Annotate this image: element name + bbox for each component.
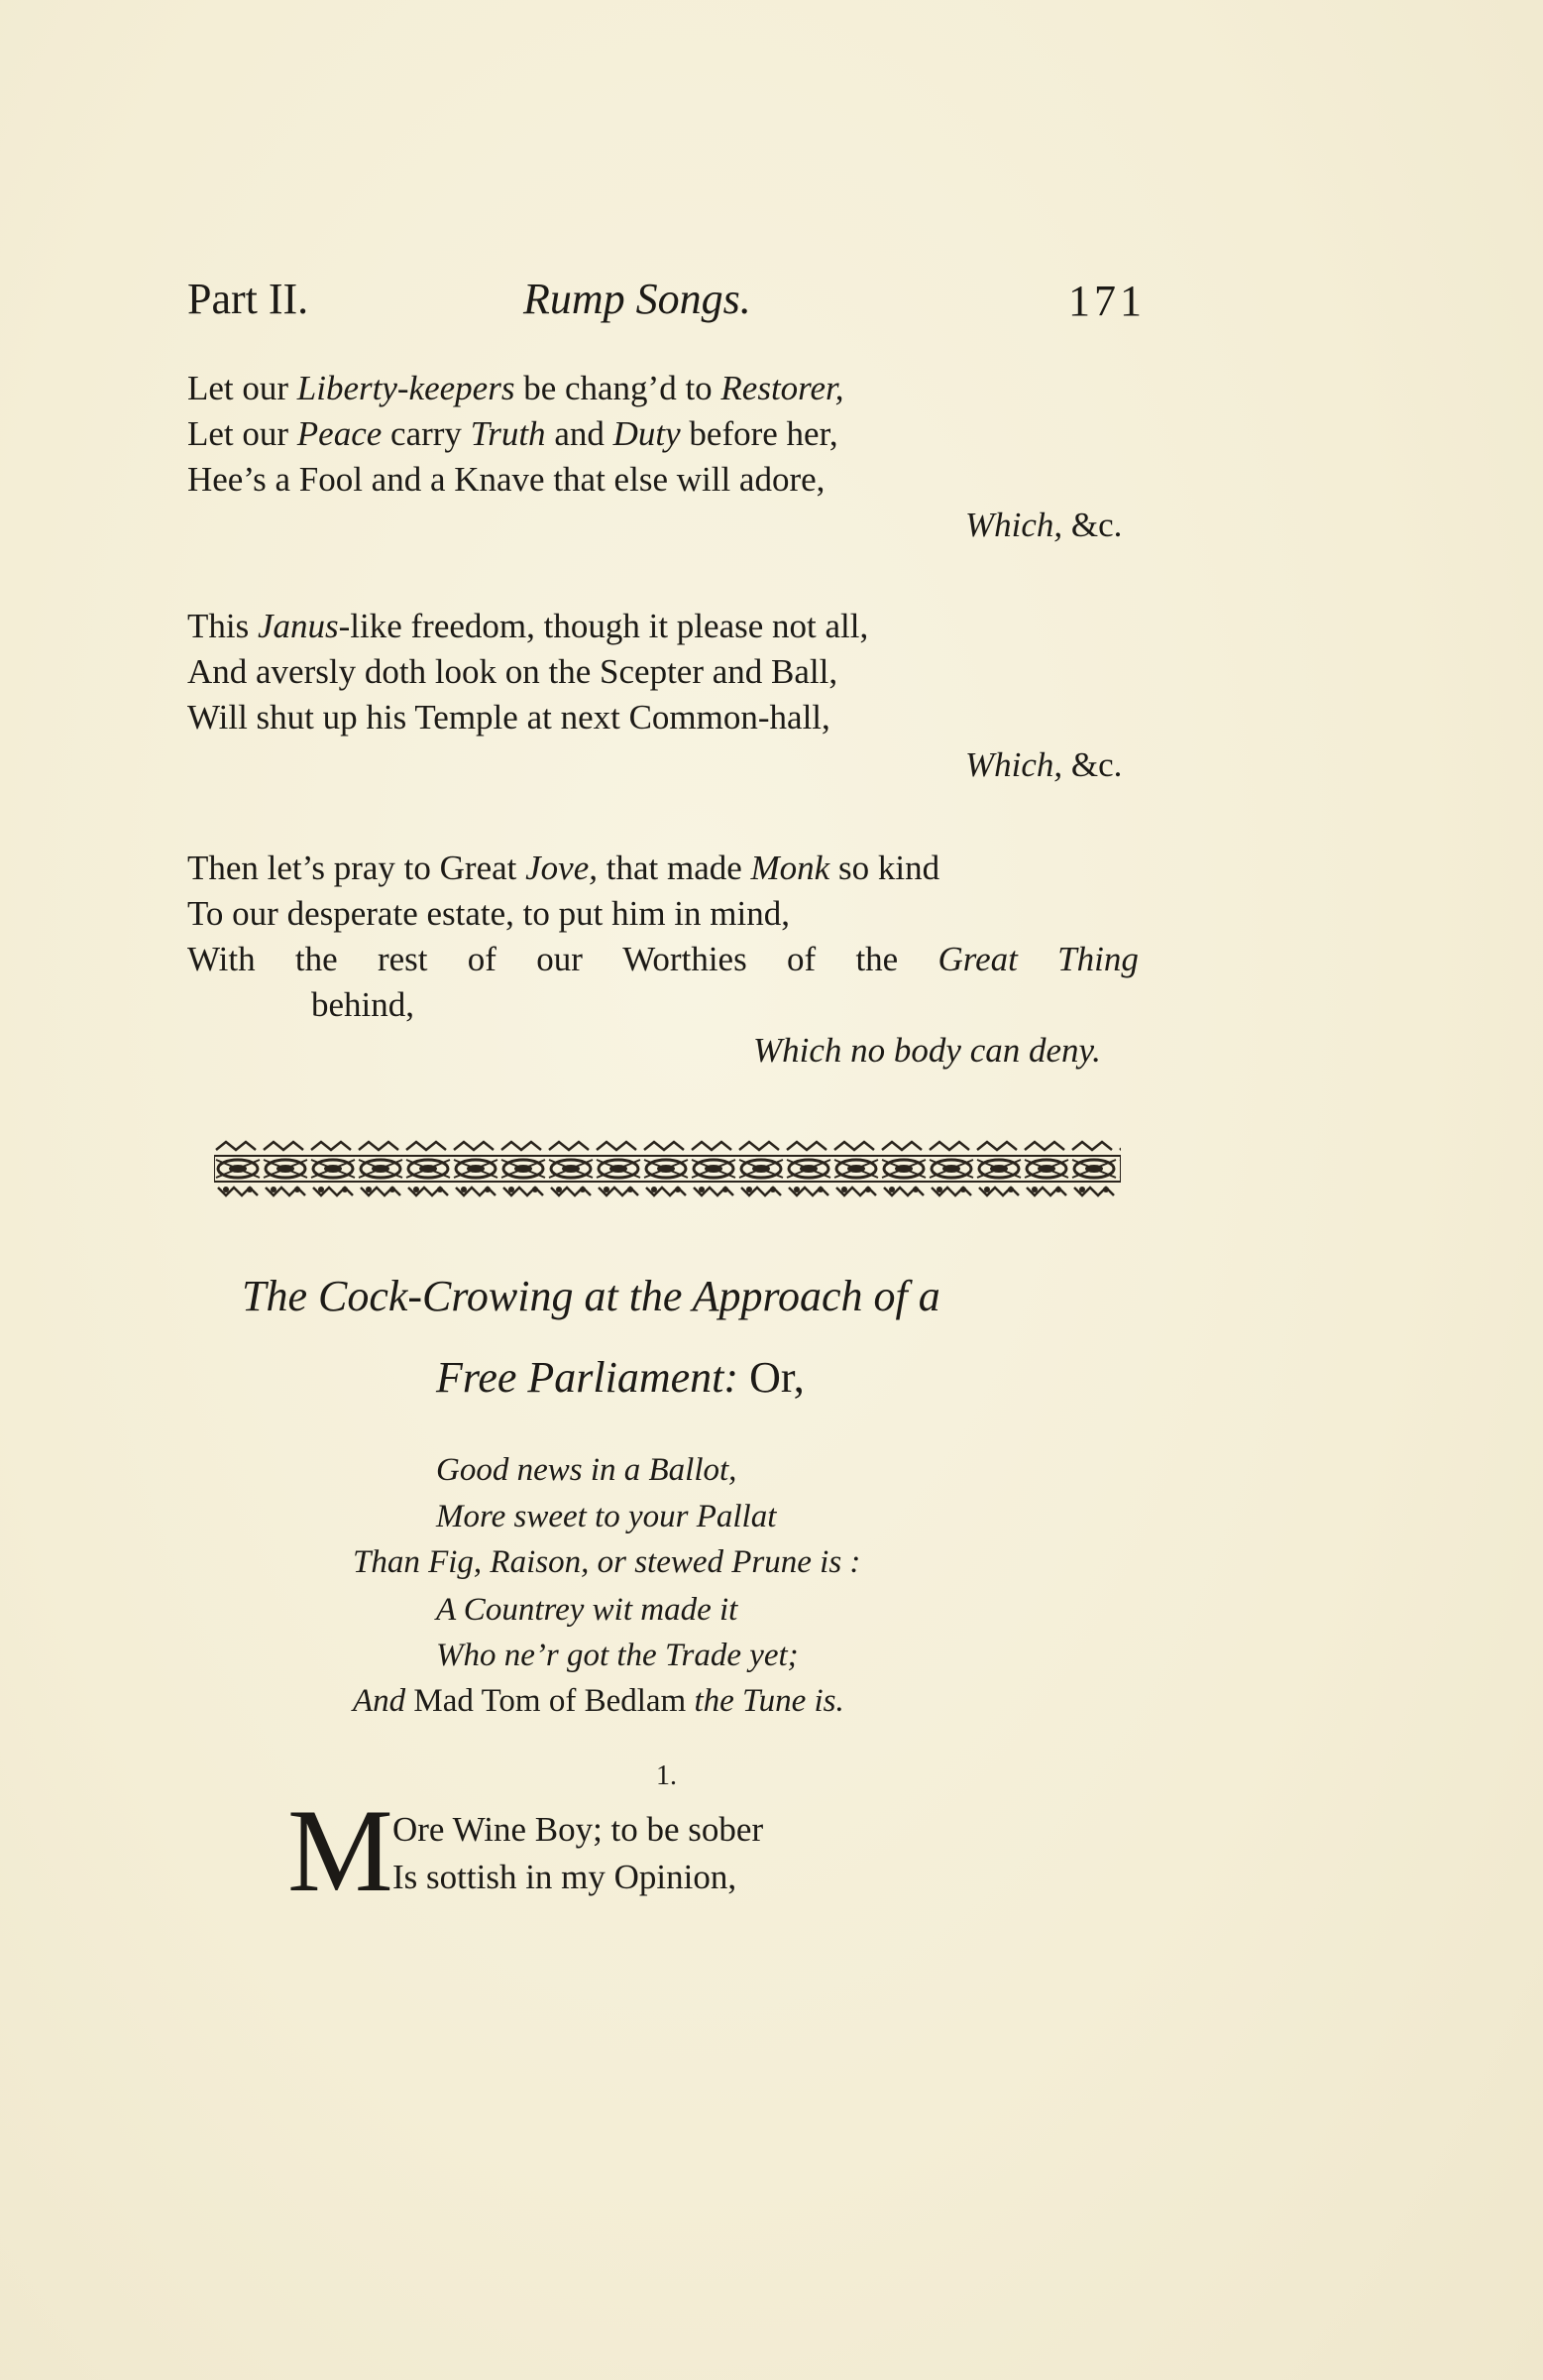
stanza2-refrain: Which, &c. [965,745,1123,784]
stanza2-line2: And aversly doth look on the Scepter and Ball, [187,652,838,691]
epigraph-line1: Good news in a Ballot, [436,1452,737,1488]
running-header-title: Rump Songs. [523,275,751,323]
epigraph-line5: Who ne’r got the Trade yet; [436,1638,799,1673]
running-header-part: Part II. [187,275,309,323]
epigraph-line6: And Mad Tom of Bedlam the Tune is. [353,1683,844,1719]
epigraph-line3: Than Fig, Raison, or stewed Prune is : [353,1544,861,1580]
epigraph-line2: More sweet to your Pallat [436,1499,777,1534]
first-stanza-line2: Is sottish in my Opinion, [392,1858,737,1896]
ornamental-border [214,1140,1121,1197]
stanza1-refrain: Which, &c. [965,506,1123,544]
stanza1-line1: Let our Liberty-keepers be chang’d to Restorer, [187,369,844,407]
stanza3-line2: To our desperate estate, to put him in mind, [187,894,790,933]
page-number: 171 [1068,277,1146,325]
song-title-line1: The Cock-Crowing at the Approach of a [242,1272,940,1320]
song-title-line2: Free Parliament: Or, [436,1353,805,1402]
epigraph-line4: A Countrey wit made it [436,1592,738,1628]
stanza3-line3: With the rest of our Worthies of the Great Thing [187,940,1139,978]
stanza2-line1: This Janus-like freedom, though it please not all, [187,607,869,645]
stanza3-refrain: Which no body can deny. [753,1031,1101,1070]
drop-cap: M [287,1784,393,1916]
stanza-number: 1. [656,1760,677,1791]
stanza1-line3: Hee’s a Fool and a Knave that else will adore, [187,460,826,499]
stanza1-line2: Let our Peace carry Truth and Duty before her, [187,414,838,453]
stanza3-line1: Then let’s pray to Great Jove, that made Monk so kind [187,849,940,887]
stanza3-line4: behind, [311,985,415,1024]
first-stanza-line1: Ore Wine Boy; to be sober [392,1810,764,1849]
stanza2-line3: Will shut up his Temple at next Common-hall, [187,698,830,737]
